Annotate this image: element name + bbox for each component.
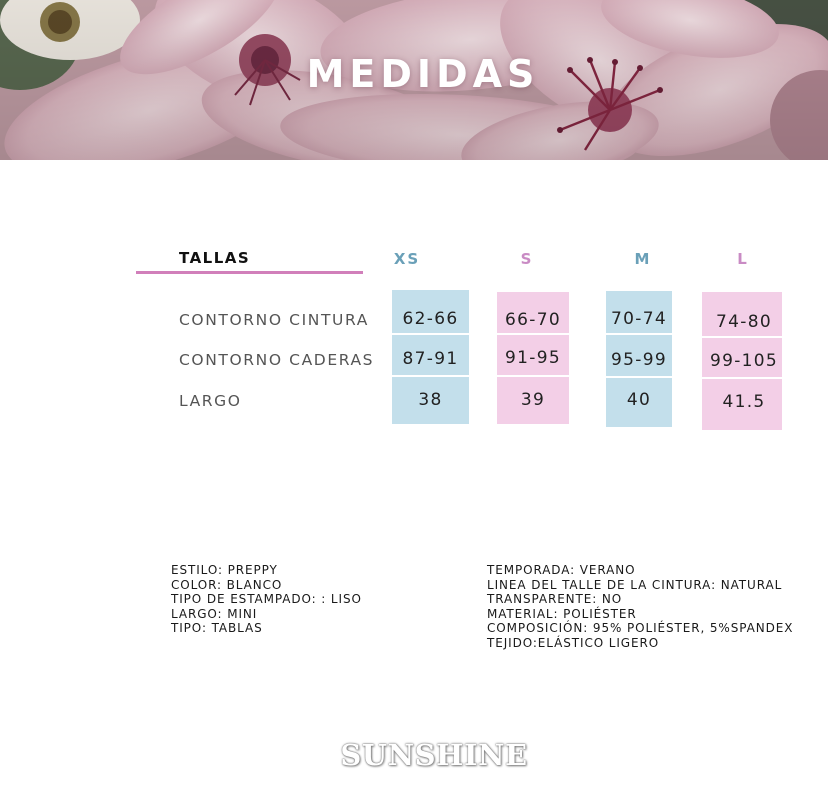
cell-caderas-l: 99-105 xyxy=(709,351,778,371)
specs-left xyxy=(171,563,362,636)
cell-caderas-m: 95-99 xyxy=(611,350,667,370)
cell-caderas-xs: 87-91 xyxy=(402,349,459,369)
row-separator xyxy=(497,375,569,377)
tallas-underline xyxy=(136,271,363,274)
spec-line: TRANSPARENTE: NO xyxy=(487,592,623,607)
spec-line: COLOR: BLANCO xyxy=(171,577,283,592)
spec-line: MATERIAL: POLIÉSTER xyxy=(487,606,637,621)
row-separator xyxy=(392,333,469,335)
cell-largo-l: 41.5 xyxy=(722,392,766,412)
row-separator xyxy=(392,375,469,377)
cell-largo-s: 39 xyxy=(520,390,546,410)
cell-cintura-s: 66-70 xyxy=(505,310,561,330)
cell-largo-xs: 38 xyxy=(418,390,443,410)
row-separator xyxy=(702,377,782,379)
cell-caderas-s: 91-95 xyxy=(505,348,561,368)
spec-line: TIPO: TABLAS xyxy=(171,621,263,636)
size-header-m: M xyxy=(634,250,652,268)
row-label-cintura: CONTORNO CINTURA xyxy=(179,311,369,329)
size-header-xs: XS xyxy=(393,250,421,268)
row-separator xyxy=(606,333,672,335)
spec-line: LINEA DEL TALLE DE LA CINTURA: NATURAL xyxy=(487,577,783,592)
spec-line: TEJIDO:ELÁSTICO LIGERO xyxy=(487,635,660,650)
specs-right xyxy=(487,563,793,651)
size-header-l: L xyxy=(737,250,749,268)
row-separator xyxy=(702,336,782,338)
floral-banner xyxy=(0,0,828,160)
spec-line: COMPOSICIÓN: 95% POLIÉSTER, 5%SPANDEX xyxy=(487,621,794,636)
spec-line: TIPO DE ESTAMPADO: : LISO xyxy=(171,592,362,607)
cell-cintura-m: 70-74 xyxy=(611,309,667,329)
row-label-caderas: CONTORNO CADERAS xyxy=(179,351,375,369)
row-label-largo: LARGO xyxy=(179,392,242,410)
cell-cintura-xs: 62-66 xyxy=(402,309,459,329)
spec-line: LARGO: MINI xyxy=(171,606,258,621)
spec-line: ESTILO: PREPPY xyxy=(171,563,278,577)
sunshine-logo: SUNSHINE xyxy=(340,738,528,772)
size-header-s: S xyxy=(520,250,534,268)
row-separator xyxy=(606,376,672,378)
row-separator xyxy=(497,333,569,335)
cell-cintura-l: 74-80 xyxy=(716,312,772,332)
tallas-header: TALLAS xyxy=(179,249,251,267)
page-title: MEDIDAS xyxy=(306,52,540,96)
spec-line: TEMPORADA: VERANO xyxy=(487,563,636,577)
cell-largo-m: 40 xyxy=(626,390,652,410)
